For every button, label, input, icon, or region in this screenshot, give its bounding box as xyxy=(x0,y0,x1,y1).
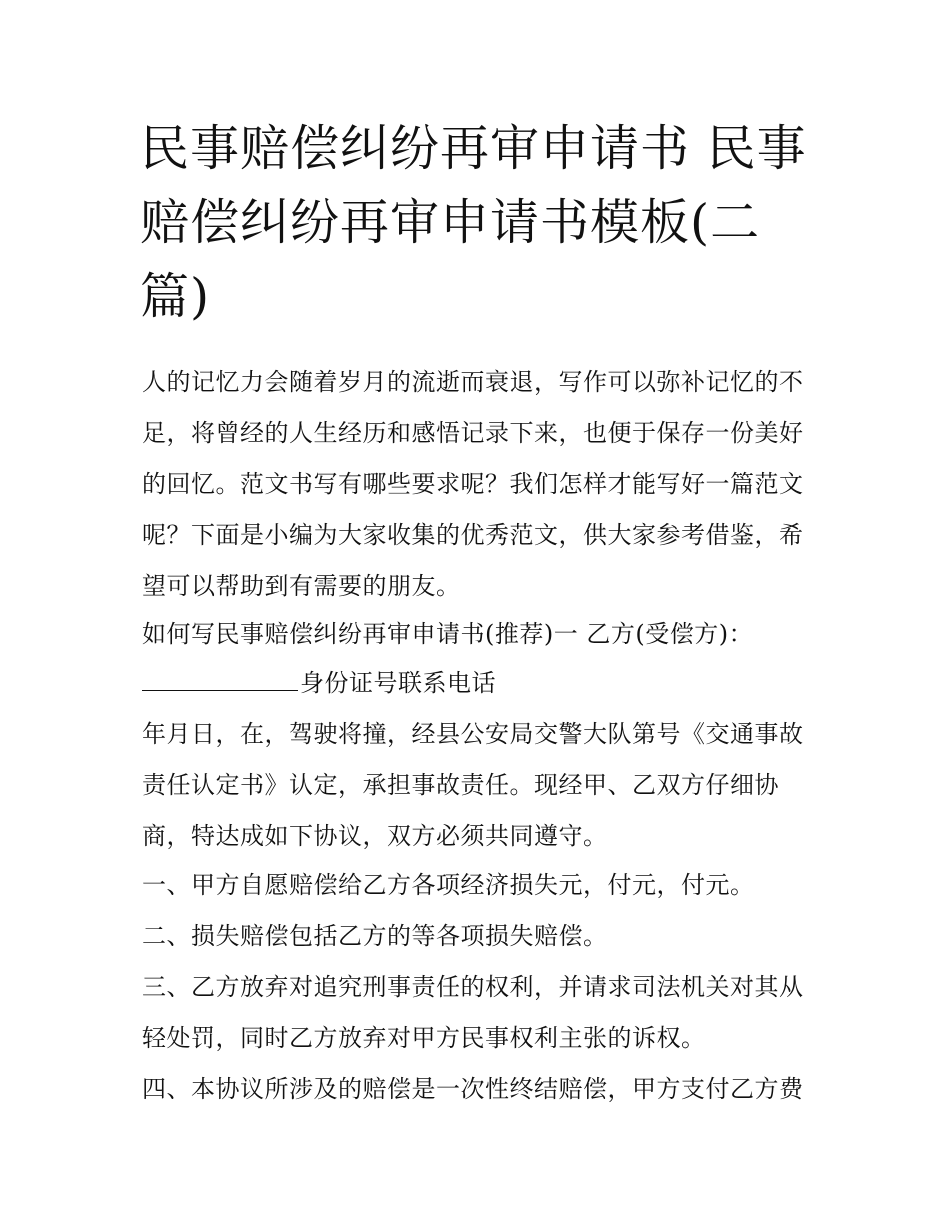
clause-4: 四、本协议所涉及的赔偿是一次性终结赔偿，甲方支付乙方费 xyxy=(142,1075,804,1103)
clause-3-line-2: 轻处罚，同时乙方放弃对甲方民事权利主张的诉权。 xyxy=(142,1024,706,1052)
intro-line-5: 望可以帮助到有需要的朋友。 xyxy=(142,572,461,600)
clause-3-line-1: 三、乙方放弃对追究刑事责任的权利，并请求司法机关对其从 xyxy=(142,973,804,1001)
intro-line-3: 的回忆。范文书写有哪些要求呢？我们怎样才能写好一篇范文 xyxy=(142,470,804,498)
accident-paragraph xyxy=(142,709,814,862)
section-heading: 如何写民事赔偿纠纷再审申请书(推荐)一 乙方(受偿方)： xyxy=(142,620,754,648)
clause-3 xyxy=(142,962,814,1064)
title-line-2: 赔偿纠纷再审申请书模板(二 xyxy=(140,194,761,251)
title-line-3: 篇) xyxy=(140,268,211,325)
intro-line-2: 足，将曾经的人生经历和感悟记录下来，也便于保存一份美好 xyxy=(142,419,804,447)
intro-line-1: 人的记忆力会随着岁月的流逝而衰退，写作可以弥补记忆的不 xyxy=(142,368,804,396)
document-title xyxy=(140,112,820,334)
name-blank-field xyxy=(142,666,298,691)
accident-line-3: 商，特达成如下协议，双方必须共同遵守。 xyxy=(142,822,608,850)
intro-paragraph xyxy=(142,357,814,612)
party-info-line xyxy=(142,658,814,709)
title-line-1: 民事赔偿纠纷再审申请书 民事 xyxy=(140,120,807,177)
accident-line-1: 年月日，在，驾驶将撞，经县公安局交警大队第号《交通事故 xyxy=(142,720,804,748)
party-fields-label: 身份证号联系电话 xyxy=(300,669,496,697)
clause-2: 二、损失赔偿包括乙方的等各项损失赔偿。 xyxy=(142,922,608,950)
clause-1: 一、甲方自愿赔偿给乙方各项经济损失元，付元，付元。 xyxy=(142,871,755,899)
intro-line-4: 呢？下面是小编为大家收集的优秀范文，供大家参考借鉴，希 xyxy=(142,521,804,549)
accident-line-2: 责任认定书》认定，承担事故责任。现经甲、乙双方仔细协 xyxy=(142,771,779,799)
